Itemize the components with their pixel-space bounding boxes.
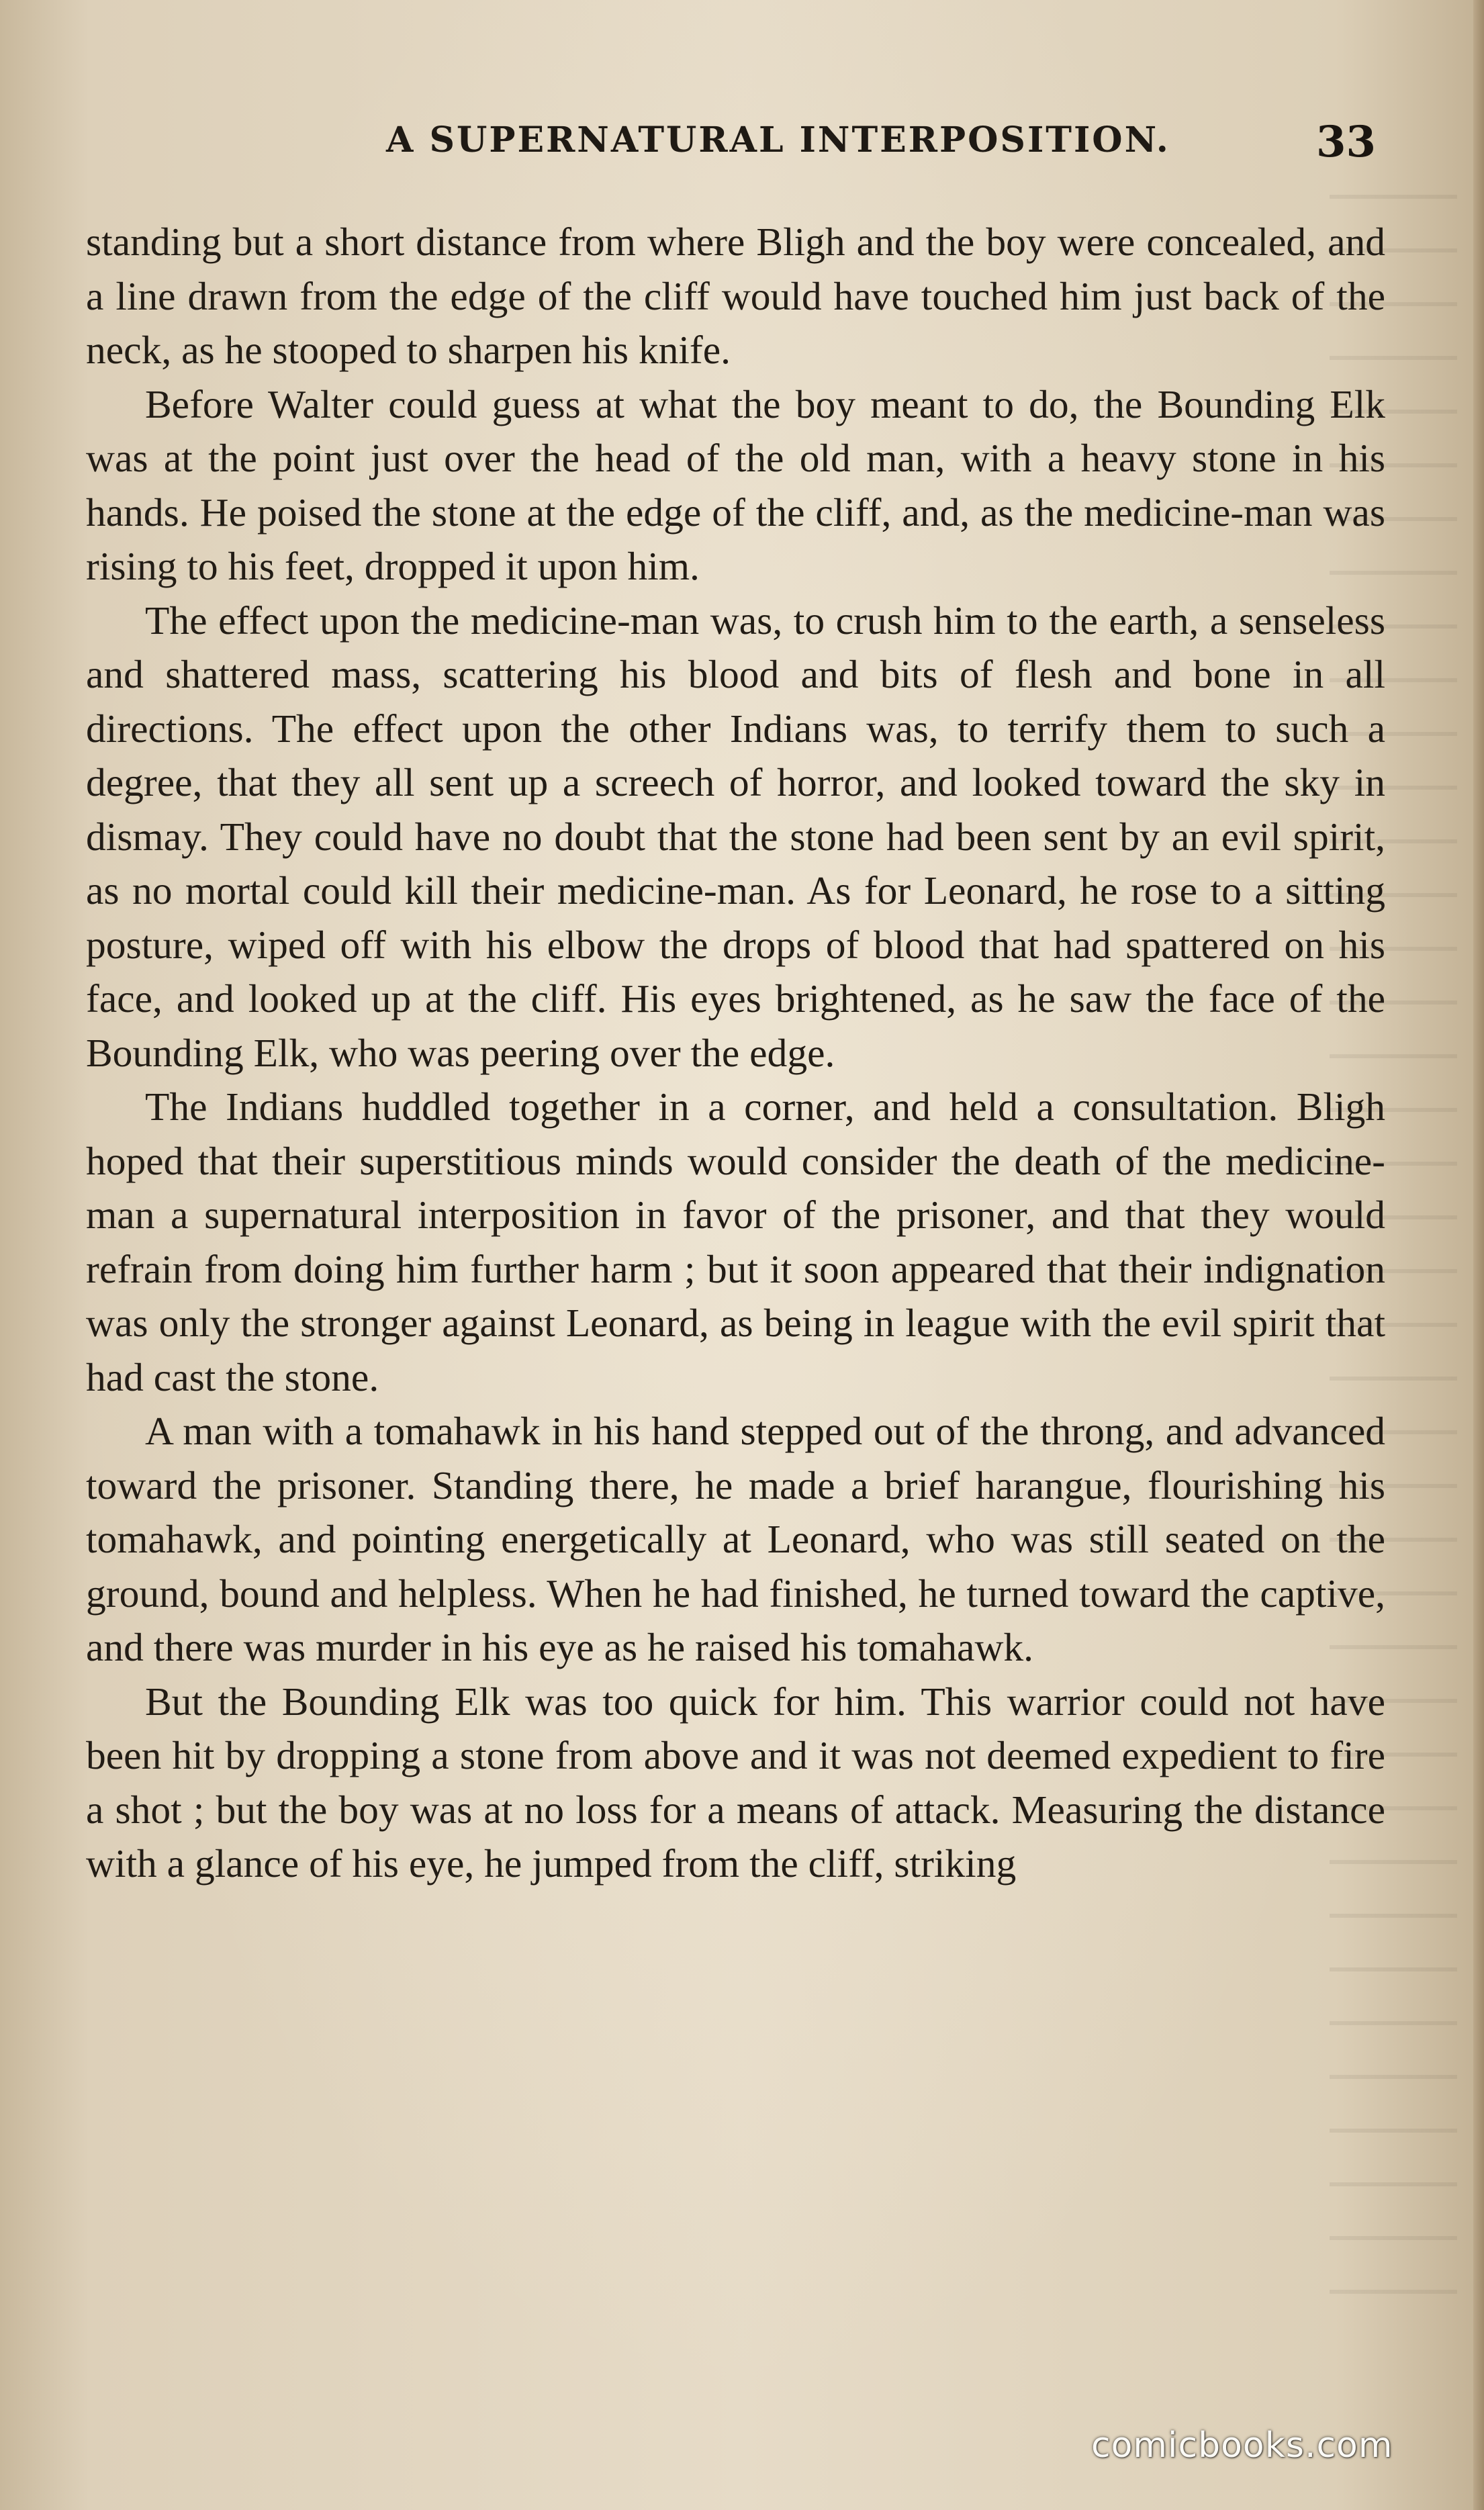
body-text <box>86 215 1385 1891</box>
paragraph-5: A man with a tomahawk in his hand stepped out of the throng, and advanced toward the prisoner. Standing there, he made a brief harangue, flourishing his tomahawk, and pointing energetically at Leonard, who was still seated on the ground, bound and helpless. When he had finished, he turned toward the captive, and there was murder in his eye as he raised his tomahawk. <box>86 1409 1385 1669</box>
paragraph-6: But the Bounding Elk was too quick for him. This warrior could not have been hit by dropping a stone from above and it was not deemed expedient to fire a shot ; but the boy was at no loss for a means of attack. Measuring the distance with a glance of his eye, he jumped from the cliff, striking <box>86 1679 1385 1886</box>
page-header <box>0 117 1484 173</box>
paragraph-1: standing but a short distance from where Bligh and the boy were concealed, and a line drawn from the edge of the cliff would have touched him just back of the neck, as he stooped to sharpen his knife. <box>86 220 1385 372</box>
paragraph-4: The Indians huddled together in a corner, and held a consultation. Bligh hoped that their superstitious minds would consider the death of the medicine-man a supernatural interposition in favor of the prisoner, and that they would refrain from doing him further harm ; but it soon appeared that their indignation was only the stronger against Leonard, as being in league with the evil spirit that had cast the stone. <box>86 1084 1385 1399</box>
page-edge <box>1473 0 1484 2510</box>
paragraph-3: The effect upon the medicine-man was, to crush him to the earth, a senseless and shattered mass, scattering his blood and bits of flesh and bone in all directions. The effect upon the other Indians was, to terrify them to such a degree, that they all sent up a screech of horror, and looked toward the sky in dismay. They could have no doubt that the stone had been sent by an evil spirit, as no mortal could kill their medicine-man. As for Leonard, he rose to a sitting posture, wiped off with his elbow the drops of blood that had spattered on his face, and looked up at the cliff. His eyes brightened, as he saw the face of the Bounding Elk, who was peering over the edge. <box>86 598 1385 1075</box>
running-title: A SUPERNATURAL INTERPOSITION. <box>386 120 1170 160</box>
site-watermark: comicbooks.com <box>1091 2425 1393 2466</box>
page-number: 33 <box>1316 117 1377 167</box>
paragraph-2: Before Walter could guess at what the boy meant to do, the Bounding Elk was at the point just over the head of the old man, with a heavy stone in his hands. He poised the stone at the edge of the cliff, and, as the medicine-man was rising to his feet, dropped it upon him. <box>86 381 1385 588</box>
